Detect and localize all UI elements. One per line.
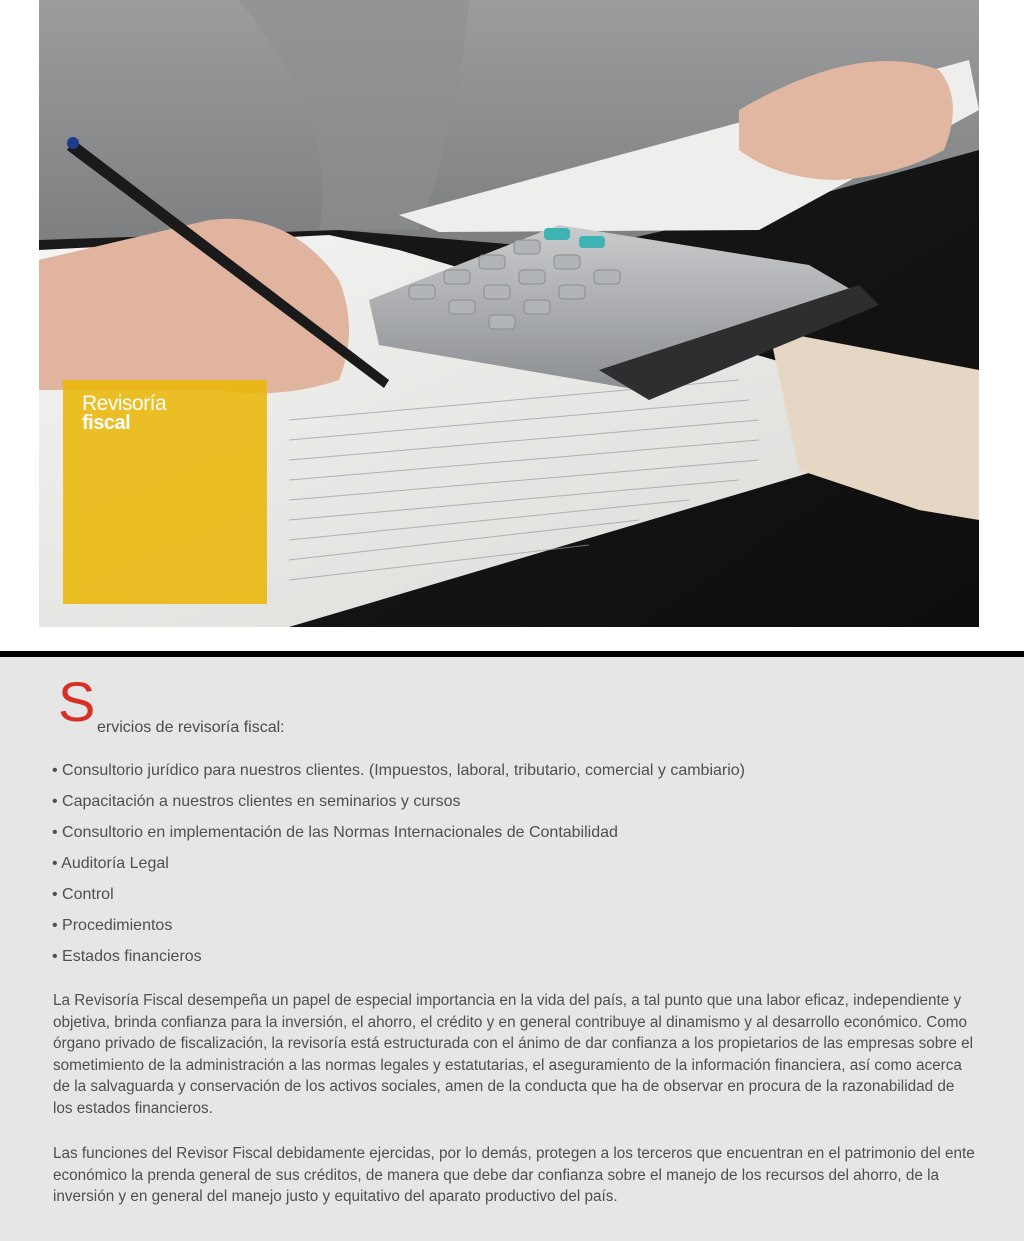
badge-title-line1: Revisoría <box>82 392 167 415</box>
list-item: • Control <box>52 886 114 903</box>
badge-title-line2: fiscal <box>82 412 131 434</box>
section-heading: ervicios de revisoría fiscal: <box>97 719 285 736</box>
list-item: • Procedimientos <box>52 917 173 934</box>
heading-initial-letter: S <box>58 670 96 733</box>
list-item: • Capacitación a nuestros clientes en seminarios y cursos <box>52 793 461 810</box>
list-item: • Consultorio jurídico para nuestros clientes. (Impuestos, laboral, tributario, comercial y cambiario) <box>52 762 745 779</box>
list-item: • Auditoría Legal <box>52 855 169 872</box>
description-paragraph-2: Las funciones del Revisor Fiscal debidamente ejercidas, por lo demás, protegen a los terceros que encuentran en el patrimonio del ente económico la prenda general de sus créditos, de manera que debe dar confianza sobre el manejo de los recursos del ahorro, de la inversión y en general del manejo justo y equitativo del aparato productivo del país. <box>53 1145 975 1205</box>
list-item: • Estados financieros <box>52 948 202 965</box>
description-paragraph-1: La Revisoría Fiscal desempeña un papel de especial importancia en la vida del país, a tal punto que una labor eficaz, independiente y objetiva, brinda confianza para la inversión, el ahorro, el crédito y en general contribuye al dinamismo y al desarrollo económico. Como órgano privado de fiscalización, la revisoría está estructurada con el ánimo de dar confianza a los propietarios de las empresas sobre el sometimiento de la administración a las normas legales y estatutarias, el aseguramiento de la información financiera, así como acerca de la salvaguarda y conservación de los activos sociales, amen de la conducta que ha de observar en procura de la razonabilidad de los estados financieros. <box>53 992 974 1117</box>
services-list <box>52 759 745 976</box>
list-item: • Consultorio en implementación de las Normas Internacionales de Contabilidad <box>52 824 618 841</box>
